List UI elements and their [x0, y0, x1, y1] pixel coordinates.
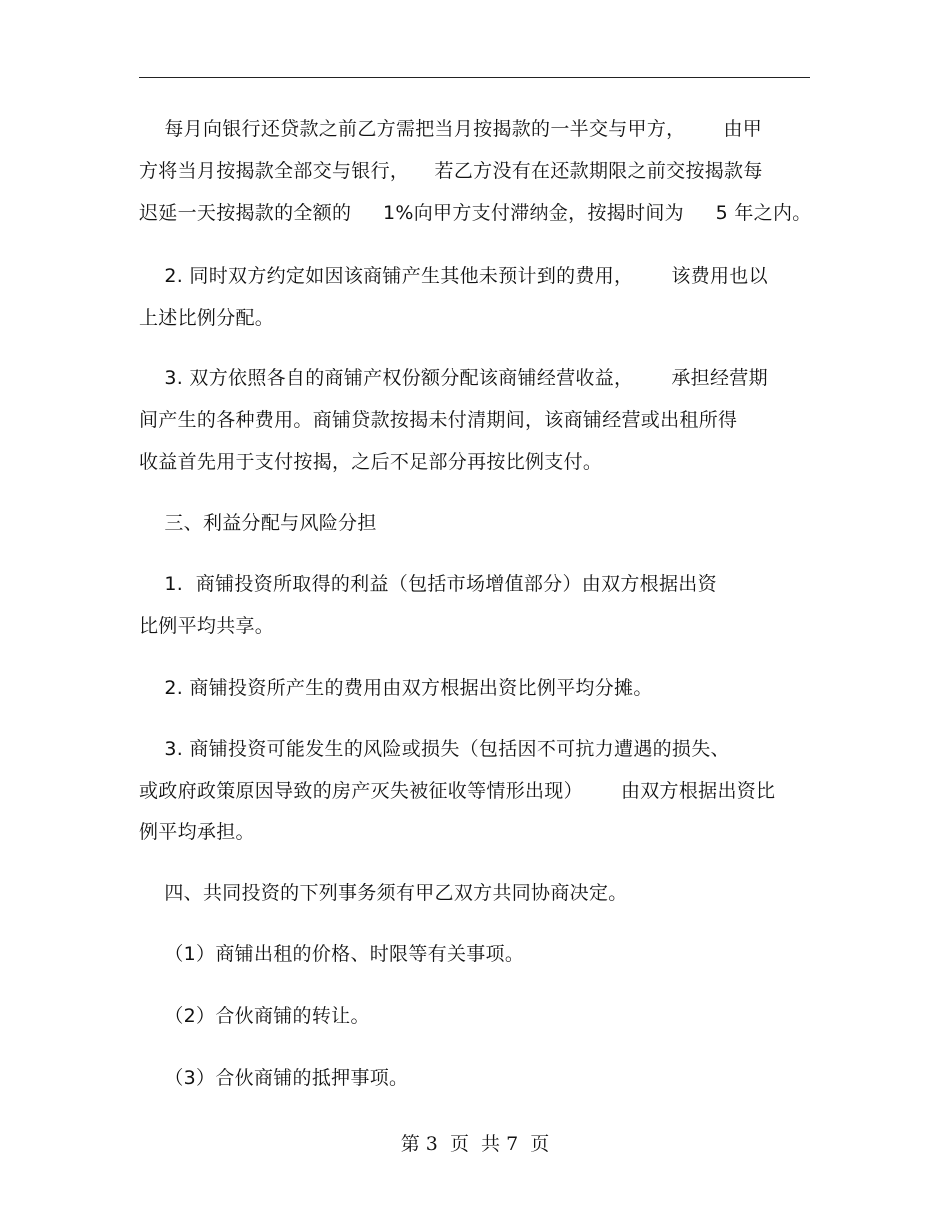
list-item: （1）商铺出租的价格、时限等有关事项。 [139, 943, 525, 965]
paragraph-line: 3. 商铺投资可能发生的风险或损失（包括因不可抗力遭遇的损失、 [139, 738, 730, 760]
paragraph-line: 方将当月按揭款全部交与银行， 若乙方没有在还款期限之前交按揭款每 [139, 160, 763, 182]
paragraph-line: 2. 同时双方约定如因该商铺产生其他未预计到的费用， 该费用也以 [139, 265, 768, 287]
paragraph-line: 1. 商铺投资所取得的利益（包括市场增值部分）由双方根据出资 [139, 573, 717, 595]
paragraph-line: 或政府政策原因导致的房产灭失被征收等情形出现） 由双方根据出资比 [139, 780, 776, 802]
paragraph-line: 2. 商铺投资所产生的费用由双方根据出资比例平均分摊。 [139, 677, 653, 699]
paragraph-line: 上述比例分配。 [139, 307, 275, 329]
paragraph-line: 例平均承担。 [139, 821, 255, 843]
section-heading: 四、共同投资的下列事务须有甲乙双方共同协商决定。 [139, 882, 628, 904]
paragraph-line: 迟延一天按揭款的全额的 1%向甲方支付滞纳金，按揭时间为 5 年之内。 [139, 202, 812, 224]
paragraph-line: 3. 双方依照各自的商铺产权份额分配该商铺经营收益， 承担经营期 [139, 367, 768, 389]
list-item: （3）合伙商铺的抵押事项。 [139, 1067, 409, 1089]
paragraph-line: 比例平均共享。 [139, 615, 275, 637]
paragraph-line: 收益首先用于支付按揭，之后不足部分再按比例支付。 [139, 451, 603, 473]
list-item: （2）合伙商铺的转让。 [139, 1005, 370, 1027]
section-heading: 三、利益分配与风险分担 [139, 512, 377, 534]
header-rule [139, 77, 810, 78]
paragraph-line: 每月向银行还贷款之前乙方需把当月按揭款的一半交与甲方， 由甲 [139, 118, 763, 140]
page-number: 第 3 页 共 7 页 [400, 1133, 550, 1155]
paragraph-line: 间产生的各种费用。商铺贷款按揭未付清期间，该商铺经营或出租所得 [139, 409, 738, 431]
